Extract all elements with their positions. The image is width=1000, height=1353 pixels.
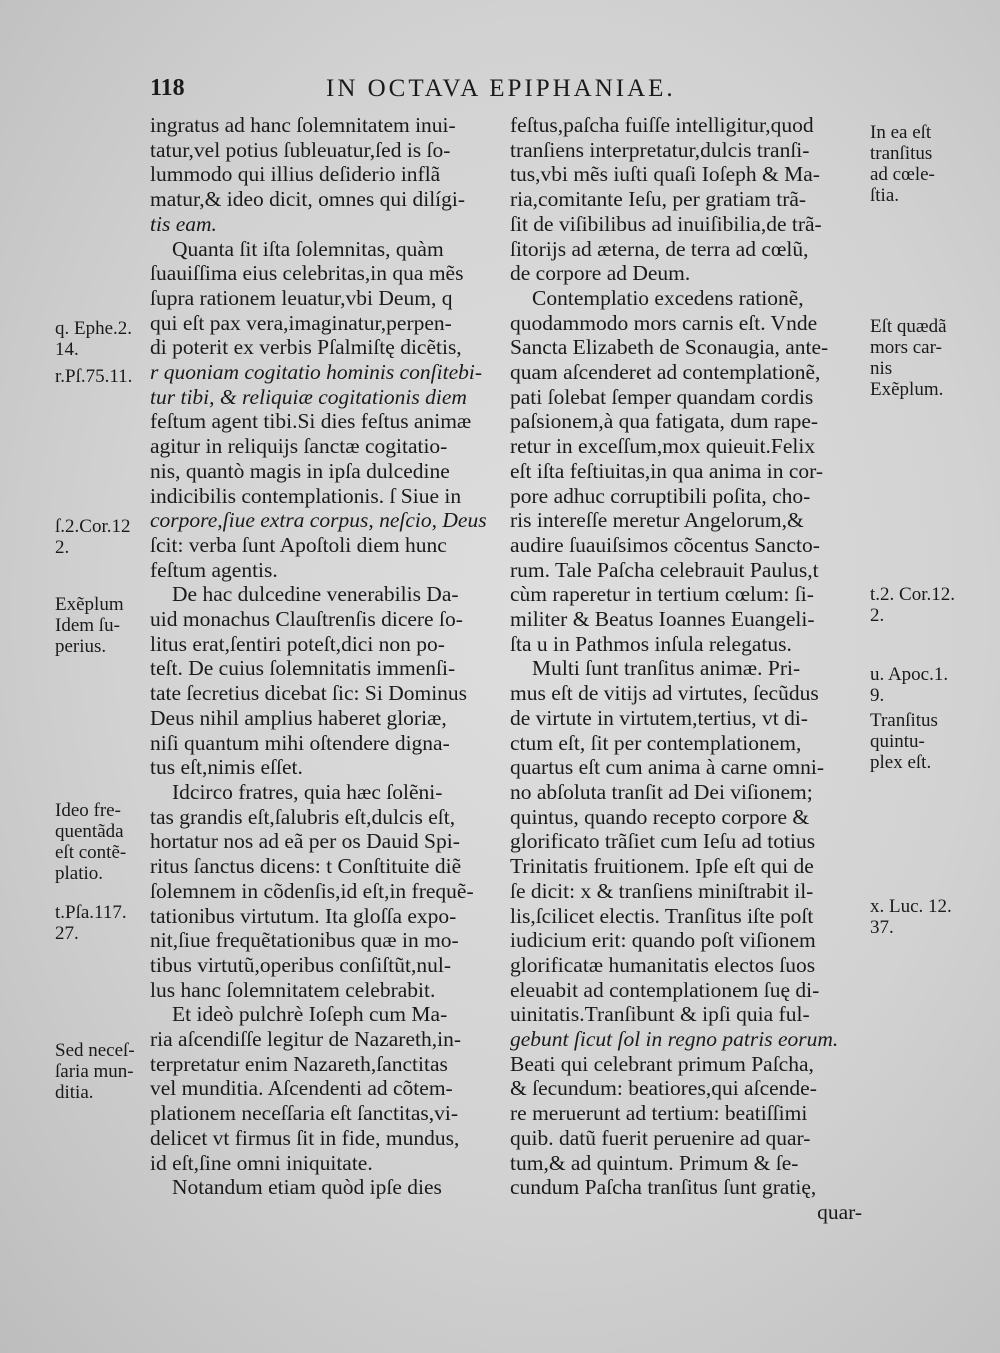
text-line: uinitatis.Tranſibunt & ipſi quia ful- xyxy=(510,1002,810,1027)
text-line: tranſiens interpretatur,dulcis tranſi- xyxy=(510,137,810,162)
text-line: lus hanc ſolemnitatem celebrabit. xyxy=(150,977,436,1002)
text-line: eſt iſta feſtiuitas,in qua anima in cor- xyxy=(510,458,824,483)
margin-note-psalm-117: t.Pſa.117. 27. xyxy=(55,902,127,944)
text-line: re meruerunt ad tertium: beatiſſimi xyxy=(510,1101,808,1126)
text-line: quartus eſt cum anima à carne omni- xyxy=(510,755,825,780)
text-line: tas grandis eſt,ſalubris eſt,dulcis eſt, xyxy=(150,804,456,829)
text-line: de corpore ad Deum. xyxy=(510,261,691,286)
text-line: pore adhuc corruptibili poſita, cho- xyxy=(510,483,811,508)
text-line: audire ſuauiſsimos cõcentus Sancto- xyxy=(510,532,820,557)
text-line: ritus ſanctus dicens: t Conſtituite diẽ xyxy=(150,854,462,879)
text-line: ſta u in Pathmos inſula relegatus. xyxy=(510,631,792,656)
text-line: nis, quantò magis in ipſa dulcedine xyxy=(150,458,450,483)
text-line: tationibus virtutum. Ita gloſſa expo- xyxy=(150,903,457,928)
text-line: nit,ſiue frequẽtationibus quæ in mo- xyxy=(150,928,459,953)
text-line: terpretatur enim Nazareth,ſanctitas xyxy=(150,1051,448,1076)
text-line: tis eam. xyxy=(150,211,217,236)
text-line: ſit de viſibilibus ad inuiſibilia,de trã- xyxy=(510,211,822,236)
left-column xyxy=(150,113,500,1200)
text-line: uid monachus Clauſtrenſis dicere ſo- xyxy=(150,607,463,632)
text-line: De hac dulcedine venerabilis Da- xyxy=(172,582,459,607)
text-line: glorificato trãſiet cum Ieſu ad totius xyxy=(510,829,816,854)
text-line: Deus nihil amplius haberet gloriæ, xyxy=(150,705,447,730)
running-title: IN OCTAVA EPIPHANIAE. xyxy=(326,75,676,102)
margin-note-exemplum: Exẽplum Idem ſu- perius. xyxy=(55,594,124,657)
text-line: ris intereſſe meretur Angelorum,& xyxy=(510,508,804,533)
text-line: ſupra rationem leuatur,vbi Deum, q xyxy=(150,285,453,310)
text-line: Contemplatio excedens rationẽ, xyxy=(532,285,804,310)
margin-note-ephesians: q. Ephe.2. 14. xyxy=(55,318,133,360)
text-line: tus eſt,nimis eſſet. xyxy=(150,755,303,780)
text-line: Notandum etiam quòd ipſe dies xyxy=(172,1175,442,1200)
text-line: eleuabit ad contemplationem ſuę di- xyxy=(510,977,820,1002)
text-line: quintus, quando recepto corpore & xyxy=(510,804,810,829)
text-line: tus,vbi mẽs iuſti quaſi Ioſeph & Ma- xyxy=(510,162,820,187)
text-line: ſe dicit: x & tranſiens miniſtrabit il- xyxy=(510,878,814,903)
text-line: agitur in reliquijs ſanctæ cogitatio- xyxy=(150,434,448,459)
text-line: indicibilis contemplationis. ſ Siue in xyxy=(150,483,462,508)
text-line: Et ideò pulchrè Ioſeph cum Ma- xyxy=(172,1002,448,1027)
margin-note-psalm-75: r.Pſ.75.11. xyxy=(55,366,133,387)
margin-note-contemplatio: Ideo fre- quentãda eſt contẽ- platio. xyxy=(55,800,127,884)
margin-note-corinthians-2: t.2. Cor.12. 2. xyxy=(870,584,955,626)
text-line: Multi ſunt tranſitus animæ. Pri- xyxy=(532,656,801,681)
text-line: tatur,vel potius ſubleuatur,ſed is ſo- xyxy=(150,137,451,162)
text-line: paſsionem,à qua fatigata, dum rape- xyxy=(510,409,819,434)
margin-note-apocalypse: u. Apoc.1. 9. xyxy=(870,664,949,706)
text-line: quam aſcenderet ad contemplationẽ, xyxy=(510,360,821,385)
text-line: ſolemnem in cõdenſis,id eſt,in frequẽ- xyxy=(150,878,474,903)
text-line: di poterit ex verbis Pſalmiſtę dicẽtis, xyxy=(150,335,462,360)
margin-note-mors-carnis: Eſt quædã mors car- nis Exẽplum. xyxy=(870,316,947,400)
text-line: feſtum agent tibi.Si dies feſtus animæ xyxy=(150,409,472,434)
text-line: Idcirco fratres, quia hæc ſolẽni- xyxy=(172,779,443,804)
catchword: quar- xyxy=(817,1199,862,1224)
margin-note-corinthians: ſ.2.Cor.12 2. xyxy=(55,516,131,558)
text-line: quib. datũ fuerit peruenire ad quar- xyxy=(510,1125,811,1150)
text-line: qui eſt pax vera,imaginatur,perpen- xyxy=(150,310,452,335)
page-number: 118 xyxy=(150,75,185,101)
text-line: vel munditia. Aſcendenti ad cõtem- xyxy=(150,1076,453,1101)
text-line: matur,& ideo dicit, omnes qui dilígi- xyxy=(150,187,466,212)
text-line: militer & Beatus Ioannes Euangeli- xyxy=(510,607,815,632)
text-line: lis,ſcilicet electis. Tranſitus iſte poſt xyxy=(510,903,814,928)
text-line: iudicium erit: quando poſt viſionem xyxy=(510,928,816,953)
text-line: quodammodo mors carnis eſt. Vnde xyxy=(510,310,818,335)
text-line: Sancta Elizabeth de Sconaugia, ante- xyxy=(510,335,829,360)
text-line: ſuauiſſima eius celebritas,in qua mẽs xyxy=(150,261,464,286)
text-line: feſtus,paſcha fuiſſe intelligitur,quod xyxy=(510,113,814,137)
margin-note-munditia: Sed neceſ- ſaria mun- ditia. xyxy=(55,1040,135,1103)
text-line: tibus virtutũ,operibus conſiſtũt,nul- xyxy=(150,952,451,977)
text-line: lummodo qui illius deſiderio inflã xyxy=(150,162,441,187)
text-line: Quanta ſit iſta ſolemnitas, quàm xyxy=(172,236,444,261)
text-line: glorificatæ humanitatis electos ſuos xyxy=(510,952,816,977)
text-line: feſtum agentis. xyxy=(150,557,278,582)
text-line: tum,& ad quintum. Primum & ſe- xyxy=(510,1150,799,1175)
text-line: rum. Tale Paſcha celebrauit Paulus,t xyxy=(510,557,819,582)
text-line: id eſt,ſine omni iniquitate. xyxy=(150,1150,373,1175)
text-line: cùm raperetur in tertium cœlum: ſi- xyxy=(510,582,814,607)
text-line: pati ſolebat ſemper quandam cordis xyxy=(510,384,814,409)
text-line: ctum eſt, ſit per contemplationem, xyxy=(510,730,802,755)
text-line: teſt. De cuius ſolemnitatis immenſi- xyxy=(150,656,456,681)
text-line: delicet vt firmus ſit in fide, mundus, xyxy=(150,1125,460,1150)
margin-note-transitus-caelestia: In ea eſt tranſitus ad cœle- ſtia. xyxy=(870,122,935,206)
text-line: Trinitatis fruitionem. Ipſe eſt qui de xyxy=(510,854,814,879)
text-line: tur tibi, & reliquiæ cogitationis diem xyxy=(150,384,467,409)
text-line: r quoniam cogitatio hominis conſitebi- xyxy=(150,360,483,385)
text-line: de virtute in virtutem,tertius, vt di- xyxy=(510,705,808,730)
text-line: ſitorijs ad æterna, de terra ad cœlũ, xyxy=(510,236,809,261)
text-line: hortatur nos ad eã per os Dauid Spi- xyxy=(150,829,460,854)
text-line: mus eſt de vitijs ad virtutes, ſecũdus xyxy=(510,681,819,706)
text-line: Beati qui celebrant primum Paſcha, xyxy=(510,1051,814,1076)
text-line: ria aſcendiſſe legitur de Nazareth,in- xyxy=(150,1027,461,1052)
text-line: plationem neceſſaria eſt ſanctitas,vi- xyxy=(150,1101,459,1126)
text-line: tate ſecretius dicebat ſic: Si Dominus xyxy=(150,681,468,706)
text-line: retur in exceſſum,mox quieuit.Felix xyxy=(510,434,816,459)
text-line: gebunt ſicut ſol in regno patris eorum. xyxy=(510,1027,839,1052)
page-header xyxy=(0,75,1000,109)
margin-note-transitus-quintuplex: Tranſitus quintu- plex eſt. xyxy=(870,710,938,773)
text-line: corpore,ſiue extra corpus, neſcio, Deus xyxy=(150,508,487,533)
text-line: no abſoluta tranſit ad Dei viſionem; xyxy=(510,779,813,804)
text-line: ria,comitante Ieſu, per gratiam trã- xyxy=(510,187,807,212)
text-line: niſi quantum mihi oſtendere digna- xyxy=(150,730,450,755)
text-line: ingratus ad hanc ſolemnitatem inui- xyxy=(150,113,456,137)
text-line: ſcit: verba ſunt Apoſtoli diem hunc xyxy=(150,532,447,557)
text-line: litus erat,ſentiri poteſt,dici non po- xyxy=(150,631,445,656)
margin-note-luke: x. Luc. 12. 37. xyxy=(870,896,952,938)
right-column xyxy=(510,113,862,1225)
text-line: & ſecundum: beatiores,qui aſcende- xyxy=(510,1076,817,1101)
text-line: cundum Paſcha tranſitus ſunt gratię, xyxy=(510,1175,817,1200)
